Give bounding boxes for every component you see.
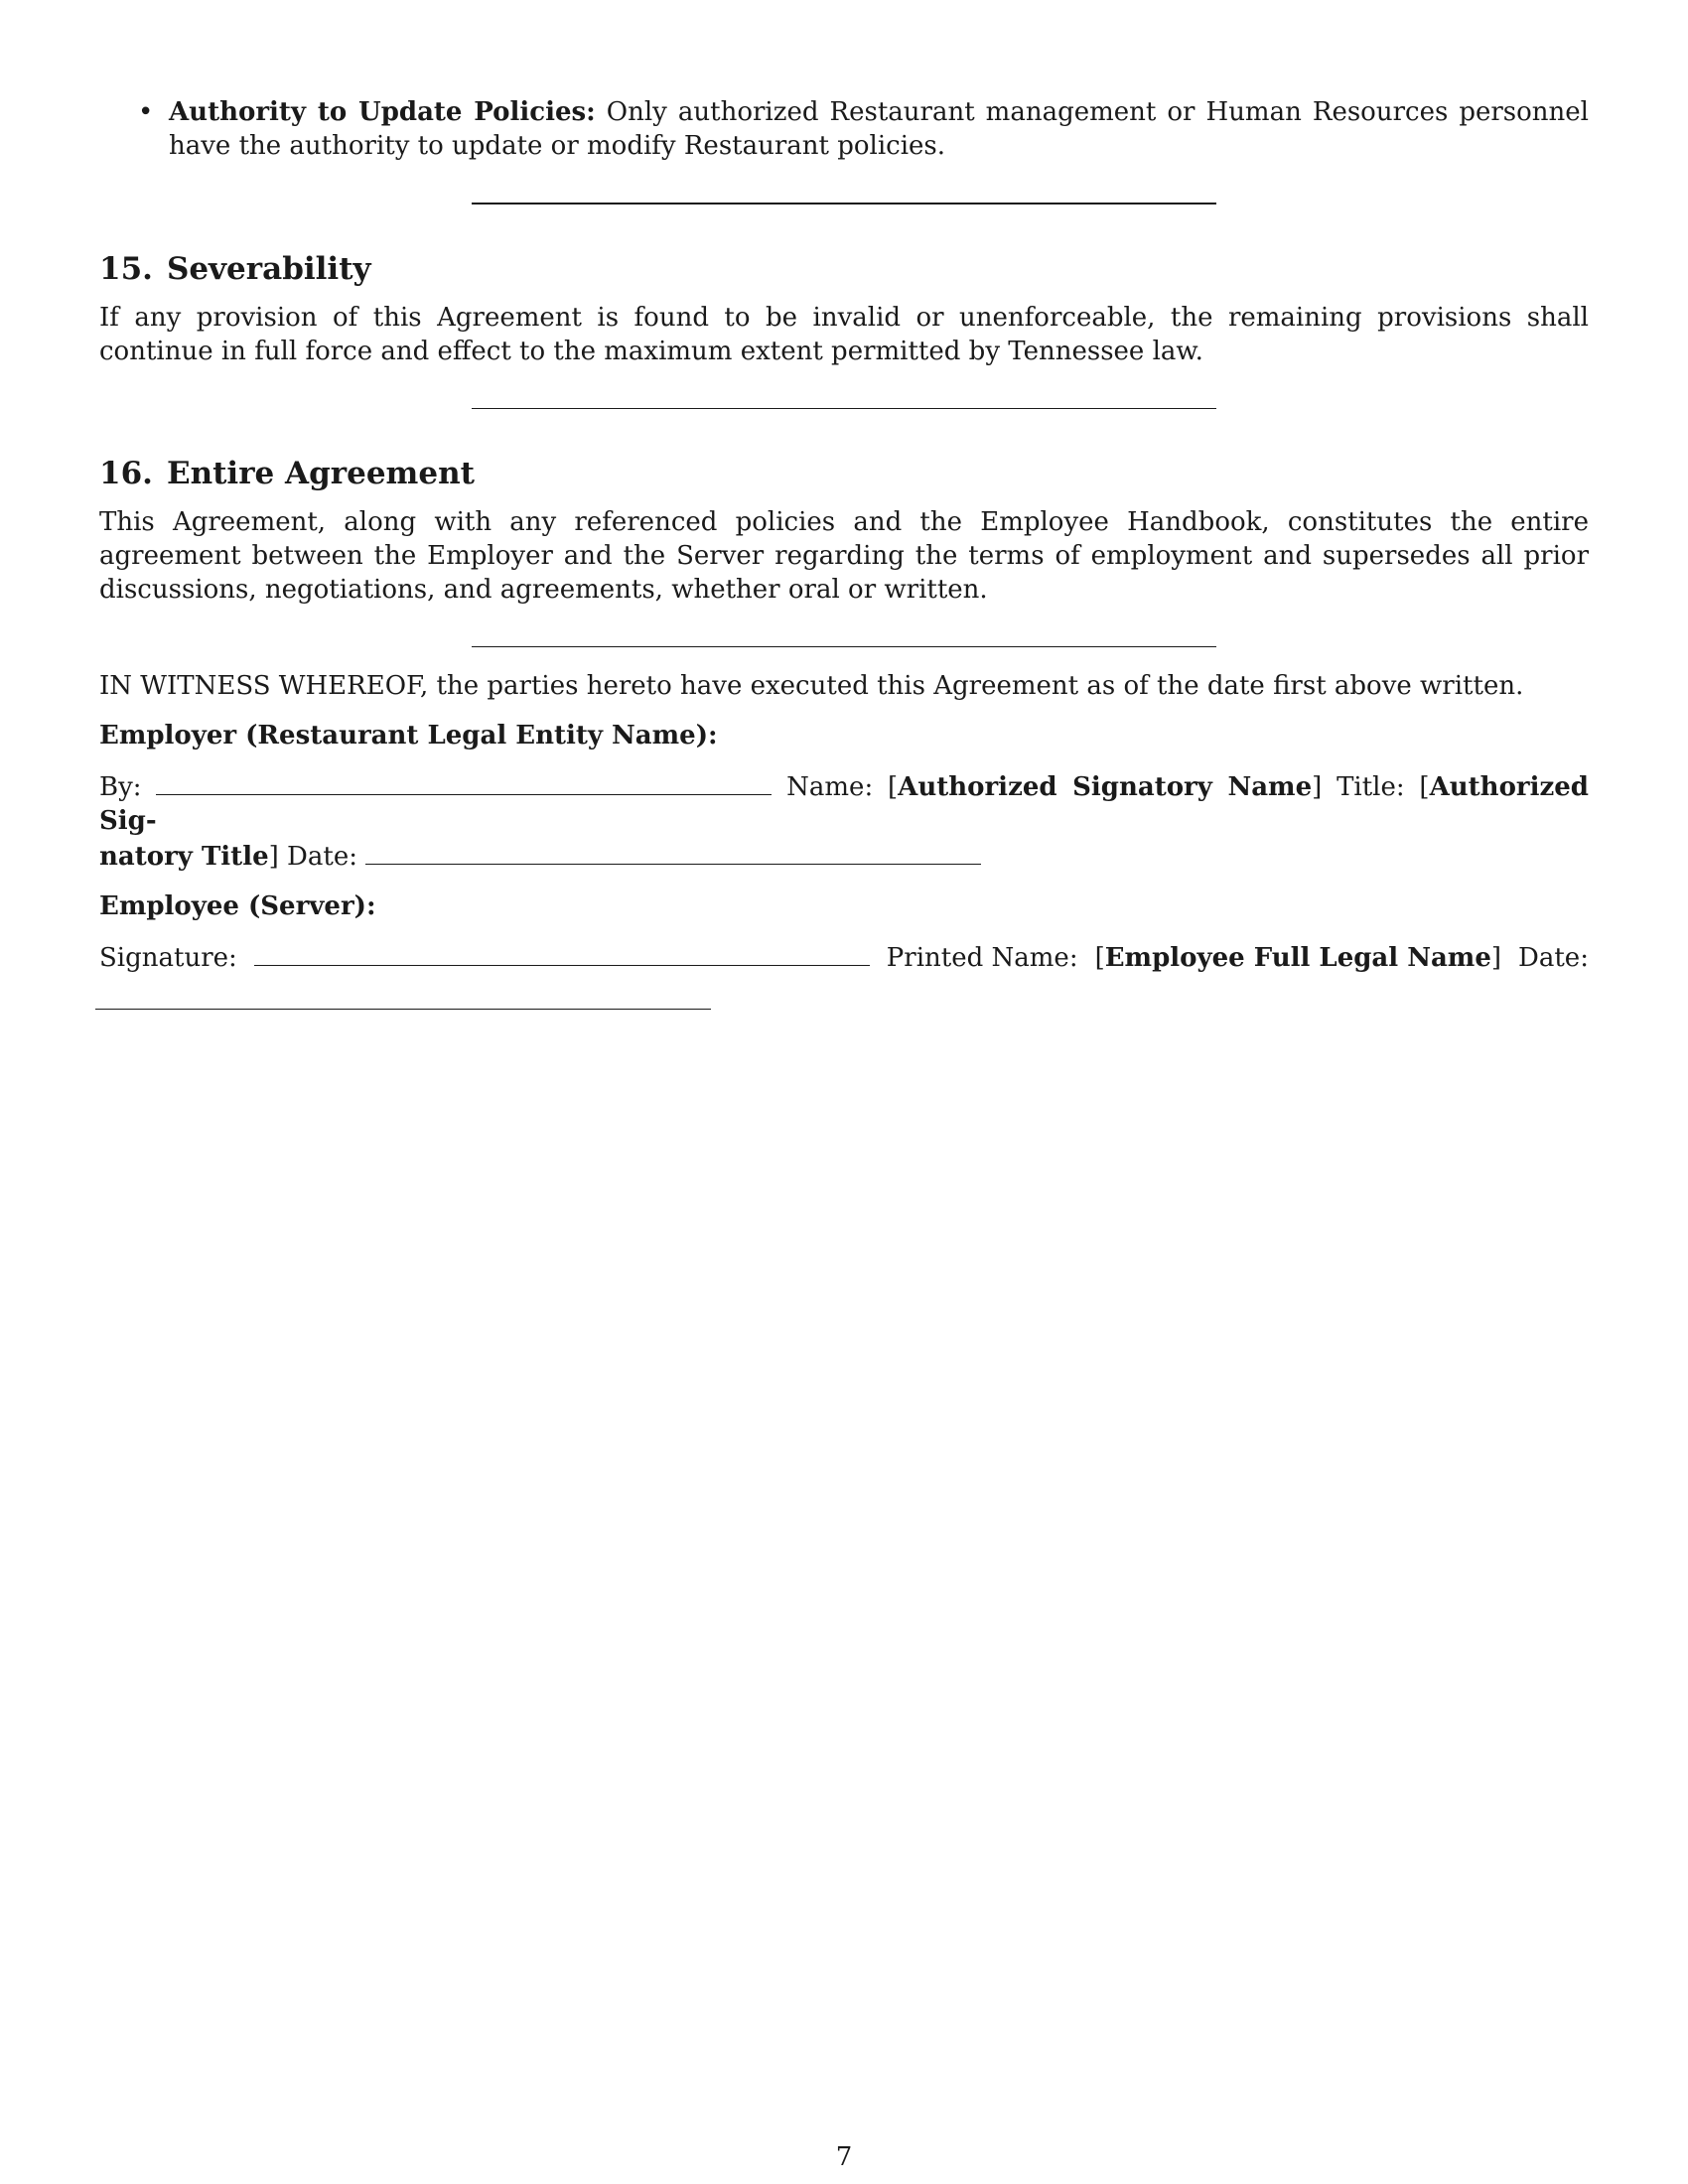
signatory-title-placeholder-part1: Authorized Sig- <box>99 772 1589 836</box>
document-page <box>99 95 1589 1010</box>
employee-name-placeholder: Employee Full Legal Name <box>1104 943 1491 973</box>
employer-signature-line[interactable] <box>156 768 772 795</box>
section-heading-severability: 15. Severability <box>99 251 371 287</box>
employee-date-line[interactable] <box>95 983 711 1010</box>
signature-label: Signature: <box>99 943 237 973</box>
severability-paragraph: If any provision of this Agreement is found to be invalid or unenforceable, the remaining provisions shall continue in full force and effect to the maximum extent permitted by Tennessee law. <box>99 303 1589 366</box>
title-label: Title: <box>1336 772 1405 802</box>
section-divider <box>472 203 1216 205</box>
printed-name-label: Printed Name: <box>886 943 1078 973</box>
employee-heading: Employee (Server): <box>99 891 376 921</box>
name-label: Name: <box>786 772 874 802</box>
employer-heading: Employer (Restaurant Legal Entity Name): <box>99 721 718 751</box>
policy-bullet-list <box>99 95 1589 163</box>
page-number: 7 <box>835 2142 853 2172</box>
employee-signature-line[interactable] <box>254 939 870 966</box>
employer-signature-block: By: Name: [Authorized Signatory Name] Title: [Authorized Sig- natory Title] Date: <box>99 768 1589 874</box>
employer-date-line[interactable] <box>365 838 981 865</box>
signatory-title-placeholder-part2: natory Title <box>99 842 269 872</box>
employee-signature-block: Signature: Printed Name: [Employee Full Legal Name] Date: <box>99 939 1589 975</box>
signatory-name-placeholder: Authorized Signatory Name <box>898 772 1313 802</box>
entire-agreement-paragraph: This Agreement, along with any referenced policies and the Employee Handbook, constitutes the entire agreement between the Employer and the Server regarding the terms of employment and supersedes all prior discussions, negotiations, and agreements, whether oral or written. <box>99 507 1589 605</box>
section-divider <box>472 646 1216 647</box>
by-label: By: <box>99 772 142 802</box>
section-divider <box>472 408 1216 409</box>
bullet-term: Authority to Update Policies: <box>169 97 596 127</box>
employer-date-label: Date: <box>287 842 357 872</box>
witness-statement: IN WITNESS WHEREOF, the parties hereto have executed this Agreement as of the date first above written. <box>99 671 1524 701</box>
bullet-icon: • <box>138 97 154 127</box>
bullet-text: Only authorized Restaurant management or Human Resources personnel have the authority to update or modify Restaurant policies. <box>169 97 1589 161</box>
section-heading-entire-agreement: 16. Entire Agreement <box>99 456 475 491</box>
list-item <box>99 95 1589 163</box>
employee-date-label: Date: <box>1518 943 1589 973</box>
employee-date-line-row <box>95 983 1589 1010</box>
